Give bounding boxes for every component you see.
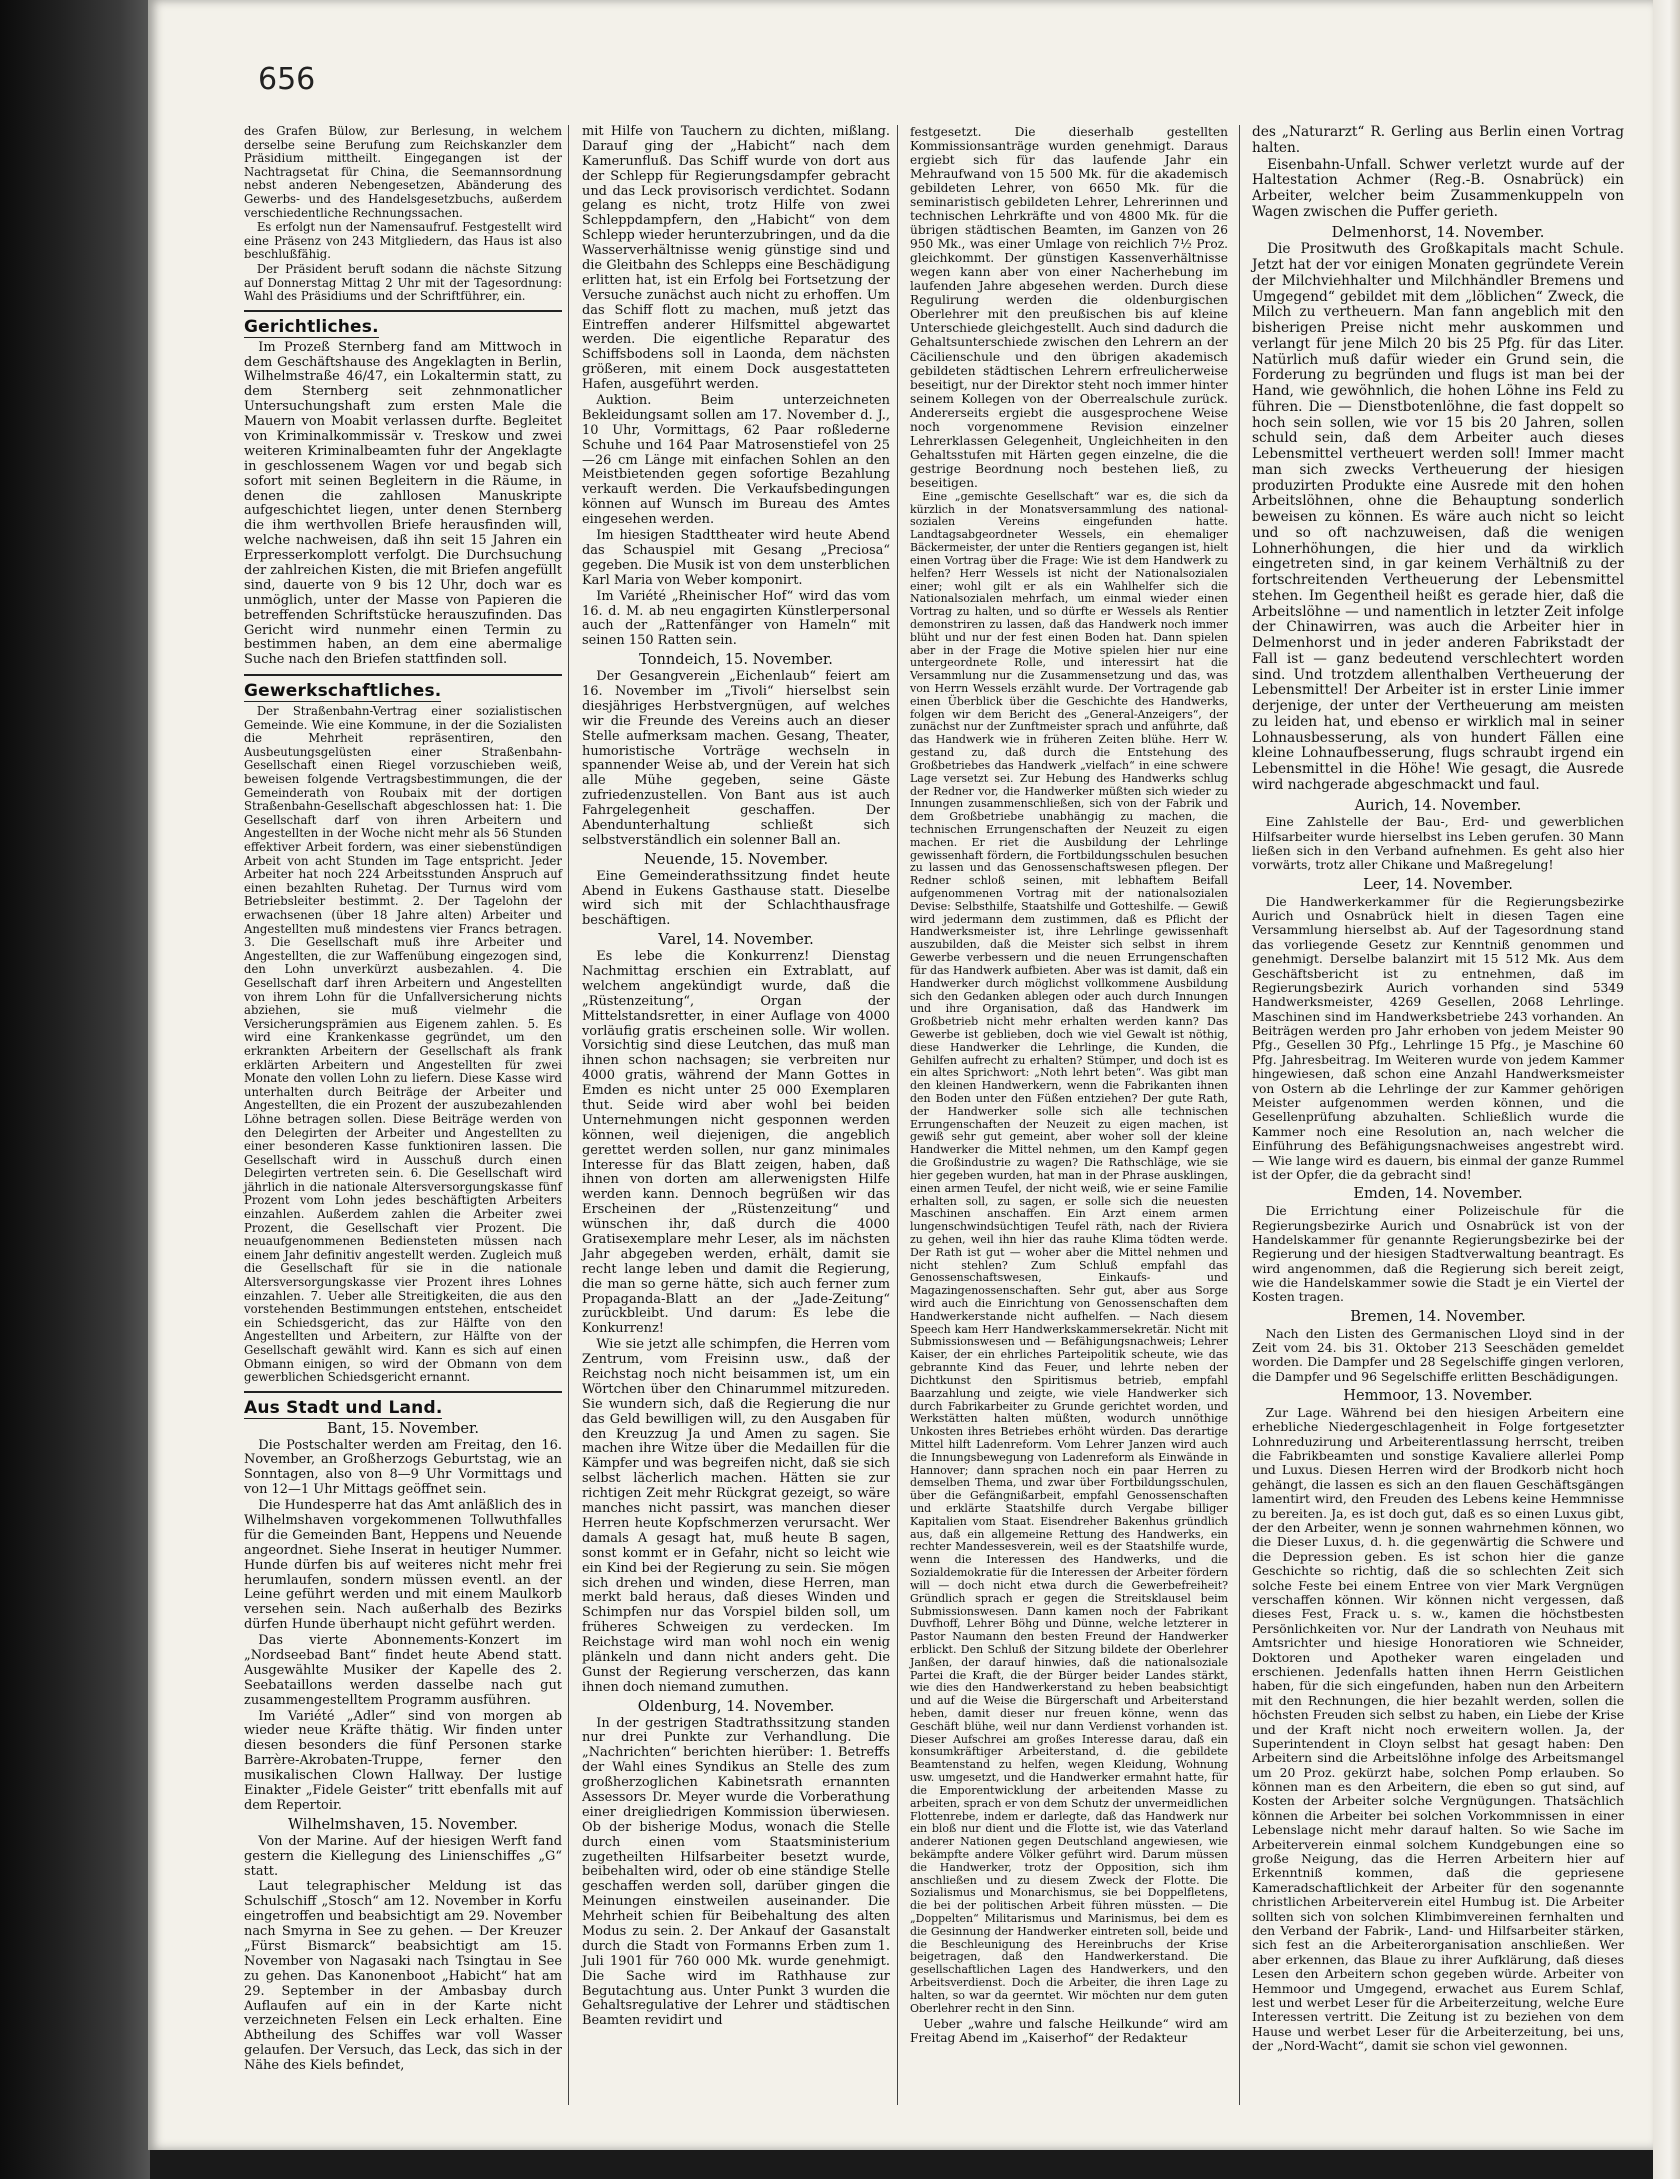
article-text: Ueber „wahre und falsche Heilkunde“ wird am Freitag Abend im „Kaiserhof“ der Redakteur	[910, 2016, 1228, 2045]
column-4	[1252, 125, 1624, 2055]
dateline: Oldenburg, 14. November.	[637, 1697, 835, 1715]
dateline: Bremen, 14. November.	[1350, 1307, 1526, 1325]
article-text: des „Naturarzt“ R. Gerling aus Berlin einen Vortrag halten.	[1252, 124, 1624, 156]
article-text: Das vierte Abonnements-Konzert im „Nordseebad Bant“ findet heute Abend statt. Ausgewählte Musiker der Kapelle des 2. Seebataillons werden dasselbe nach gut zusammengestelltem Programm ausführen.	[244, 1633, 562, 1708]
article-text: Die Postschalter werden am Freitag, den 16. November, an Großherzogs Geburtstag, wie an Sonntagen, also von 8—9 Uhr Vormittags und von 12—1 Uhr Mittags geöffnet sein.	[244, 1437, 562, 1498]
newspaper-page	[148, 0, 1653, 2150]
dateline: Delmenhorst, 14. November.	[1331, 223, 1545, 241]
article-text: Im hiesigen Stadttheater wird heute Abend das Schauspiel mit Gesang „Preciosa“ gegeben. Die Musik ist von dem unsterblichen Karl Maria von Weber komponirt.	[582, 528, 890, 588]
dateline: Emden, 14. November.	[1353, 1185, 1523, 1203]
column-divider	[897, 125, 898, 2105]
article-text: Eine „gemischte Gesellschaft“ war es, die sich da kürzlich in der Monatsversammlung des national-sozialen Vereins eingefunden hatte. Landtagsabgeordneter Wessels, ein ehemaliger Bäckermeister, der unter die Rentiers gegangen ist, hielt einen Vortrag über die Frage: Wie ist dem Handwerk zu helfen? Herr Wessels ist nicht der Nationalsozialen einer; wohl gilt er als ein Wahlhelfer sich die Nationalsozialen mehrfach, um einmal wieder einen Vortrag zu halten, und so dürfte er Wessels als Rentier demonstriren zu lassen, daß das Handwerk noch immer blüht und nur der fest einen Boden hat. Dann spielen aber in der Frage die Motive spielen hier nur eine untergeordnete Rolle, und interessirt hat die Versammlung nur die Zusammensetzung und das, was von Herrn Wessels erzählt wurde. Der Vortragende gab einen Überblick über die Geschichte des Handwerks, folgen wir dem Bericht des „General-Anzeigers“, der zunächst nur der Zunftmeister sprach und anführte, daß das Handwerk wie in früheren Zeiten blühe. Herr W. gestand zu, daß durch die Entstehung des Großbetriebes das Handwerk „vielfach“ in eine schwere Lage versetzt sei. Zur Hebung des Handwerks schlug der Redner vor, die Handwerker müßten sich wieder zu Innungen zusammenschließen, sich von der Fabrik und dem Großbetriebe unabhängig zu machen, die technischen Errungenschaften der Neuzeit zu eigen machen. Er riet die Ausbildung der Lehrlinge gewissenhaft fördern, die Fortbildungsschulen besuchen zu lassen und das Genossenschaftswesen pflegen. Der Redner schloß seinen, mit lebhaftem Beifall aufgenommenen Vortrag mit der nationalsozialen Devise: Selbsthilfe, Staatshilfe und Gotteshilfe. — Gewiß wird jedermann dem zustimmen, daß es Pflicht der Handwerksmeister ist, ihre Lehrlinge gewissenhaft auszubilden, daß die Meister sich selbst in ihrem Gewerbe verbessern und die neuen Errungenschaften für das Handwerk aufbieten. Aber was ist damit, daß ein Handwerker durch möglichst vollkommene Ausbildung sich den Gedanken ablegen oder auch durch Innungen und ihre Organisation, daß das Handwerk im Großbetrieb nicht mehr erhalten werden kann? Das Gewerbe ist geblieben, doch wie viel Gewalt ist nöthig, diese Handwerker die Lehrlinge, die Kunden, die Gehilfen aufrecht zu erhalten? Stümper, und doch ist es ein altes Sprichwort: „Noth lehrt beten“. Was gibt man den kleinen Handwerkern, wenn die Fabrikanten ihnen den Boden unter den Füßen entziehen? Der gute Rath, der Handwerker solle sich alle technischen Errungenschaften der Neuzeit zu eigen machen, ist gewiß sehr gut gemeint, aber woher soll der kleine Handwerker die Mittel nehmen, um den Kampf gegen die Großindustrie zu wagen? Die Rathschläge, wie sie hier gegeben wurden, hat man in der Phrase ausklingen, einen armen Teufel, der nicht weiß, wie er seine Familie erhalten soll, zu sagen, er solle sich die neuesten Maschinen anschaffen. Ein Arzt einem armen lungenschwindsüchtigen Teufel räth, nach der Riviera zu gehen, weil ihn hier das rauhe Klima tödten werde. Der Rath ist gut — woher aber die Mittel nehmen und nicht stehlen? Zum Schluß empfahl das Genossenschaftswesen, Einkaufs- und Magazingenossenschaften. Sehr gut, aber aus Sorge wird auch die Einrichtung von Genossenschaften dem Handwerkerstande nicht aufhelfen. — Nach diesem Speech kam Herr Handwerkskammersekretär. Nicht mit Submissionswesen und — Befähigungsnachweis; Lehrer Kaiser, der ein ehrliches Parteipolitik scheute, wie das gebrannte Kind das Feuer, und lehrte neben der Dichtkunst den Spiritismus betrieb, empfahl Baarzahlung und zeigte, wie viele Handwerker sich durch Fabrikarbeiter zu Grunde gerichtet worden, und Werkstätten halten müßten, wodurch unnöthige Unkosten ihres Betriebes erhöht würden. Das derartige Mittel hilft Ladenreform. Vom Lehrer Janzen wird auch die Innungsbewegung von Ladenreform als Einwände in Hannover; dann sprachen noch ein paar Herren zu demselben Thema, und zwar über Fortbildungsschulen, über die Gefängnißarbeit, empfahl Genossenschaften und erklärte Staatshilfe durch Vergabe billiger Kapitalien vom Staat. Eisendreher Bakenhus gründlich aus, daß ein allgemeine Rettung des Handwerks, ein rechter Mandessesverein, weil es der Staatshilfe wurde, wenn die Interessen des Handwerks, und die Sozialdemokratie für die Interessen der Arbeiter fördern will — doch nicht etwa durch die Gewerbefreiheit? Gründlich sprach er gegen die Streitsklausel beim Submissionswesen. Dann kamen noch der Fabrikant Duvfhoff, Lehrer Böhg und Dünne, welche letzterer in Pastor Naumann den besten Freund der Handwerker erblickt. Den Schluß der Sitzung bildete der Oberlehrer Janßen, der darauf hinwies, daß die nationalsoziale Partei die Kraft, die der Bürger beider Landes stärkt, wie dies den Handwerkerstand zu heben beabsichtigt und auf die Weise die Bürgerschaft und Arbeiterstand heben, damit dieser nur freuen könne, wenn das Geschäft blühe, weil nur dann Verdienst vorhanden ist. Dieser Aufschrei am großes Interesse darau, daß ein konsumkräftiger Arbeiterstand, d. die gebildete Beamtenstand zu helfen, wegen Kleidung, Wohnung usw. umgesetzt, und die Handwerker ermahnt hatte, für die Emporentwicklung der arbeitenden Masse zu arbeiten, sprach er von dem Schutz der unvermeidlichen Flottenrebe, indem er darlegte, daß das Handwerk nur ein bloß nur dient und die Flotte ist, wie das Vaterland anderer Nationen gegen Deutschland angewiesen, wie bekämpfte andere Völker geführt wird. Darum müssen die Handwerker, trotz der Opposition, sich ihm anschließen und zu diesem Zweck der Flotte. Die Sozialismus und Monarchismus, sie bei Doppelfletens, die bei der politischen Arbeit führen müssten. — Die „Doppelten“ Militarismus und Marinismus, bei dem es die Gesinnung der Handwerker eintreten soll, beide und die Beschleunigung des Hereinbruchs der Krise beigetragen, daß den Handwerkerstand. Die gesellschaftlichen Lagen des Handwerkers, und den Arbeitsverdienst. Doch die Arbeiter, die ihren Lage zu halten, so war da geerntet. Wir möchten nur dem guten Oberlehrer recht in den Sinn.	[910, 489, 1228, 2015]
article-text: Im Prozeß Sternberg fand am Mittwoch in dem Geschäftshause des Angeklagten in Berlin, Wilhelmstraße 46/47, ein Lokaltermin statt, zu dem Sternberg seit zehnmonatlicher Untersuchungshaft zum ersten Male die Mauern von Moabit verlassen durfte. Begleitet von Kriminalkommissär v. Treskow und zwei weiteren Kriminalbeamten fuhr der Angeklagte in geschlossenem Wagen vor und begab sich sofort mit seinen Begleitern in die Räume, in denen die zahllosen Manuskripte aufgeschichtet liegen, unter denen Sternberg die ihm werthvollen Briefe herausfinden will, welche nachweisen, daß ihn seit 15 Jahren ein Erpresserkomplott verfolgt. Die Durchsuchung der zahlreichen Kisten, die mit Briefen angefüllt sind, dauerte von 9 bis 12 Uhr, doch war es unmöglich, unter der Masse von Papieren die betreffenden Schriftstücke herauszufinden. Das Gericht wird nunmehr einen Termin zu bestimmen haben, an dem eine abermalige Suche nach den Briefen stattfinden soll.	[244, 339, 562, 668]
dateline: Varel, 14. November.	[658, 931, 814, 949]
article-text: In der gestrigen Stadtrathssitzung standen nur drei Punkte zur Verhandlung. Die „Nachrichten“ berichten hierüber: 1. Betreffs der Wahl eines Syndikus an Stelle des zum großherzoglichen Kabinetsrath ernannten Assessors Dr. Meyer wurde die Vorberathung einer dreigliedrigen Kommission überwiesen. Ob der bisherige Modus, wonach die Stelle durch einen vom Staatsministerium zugetheilten Hilfsarbeiter besetzt wurde, beibehalten wird, oder ob eine ständige Stelle geschaffen werden soll, darüber gingen die Meinungen einstweilen auseinander. Die Mehrheit schien für Beibehaltung des alten Modus zu sein. 2. Der Ankauf der Gasanstalt durch die Stadt von Formanns Erben zum 1. Juli 1901 für 760 000 Mk. wurde genehmigt. Die Sache wird im Rathhause zur Begutachtung aus. Unter Punkt 3 wurden die Gehaltsregulative der Lehrer und städtischen Beamten revidirt und	[582, 1715, 890, 2029]
article-text: Der Gesangverein „Eichenlaub“ feiert am 16. November im „Tivoli“ hierselbst sein diesjähriges Herbstvergnügen, auf welches wir die Freunde des Vereins auch an dieser Stelle aufmerksam machen. Gesang, Theater, humoristische Vorträge wechseln in spannender Weise ab, und der Verein hat sich alle Mühe gegeben, seine Gäste zufriedenzustellen. Von Bant aus ist auch Fahrgelegenheit geschaffen. Der Abendunterhaltung schließt sich selbstverständlich ein solenner Ball an.	[582, 669, 890, 848]
article-text: Der Straßenbahn-Vertrag einer sozialistischen Gemeinde. Wie eine Kommune, in der die Sozialisten die Mehrheit repräsentiren, den Ausbeutungsgelüsten einer Straßenbahn-Gesellschaft einen Riegel vorzuschieben weiß, beweisen folgende Vertragsbestimmungen, die der Gemeinderath von Roubaix mit der dortigen Straßenbahn-Gesellschaft abgeschlossen hat: 1. Die Gesellschaft darf von ihren Arbeitern und Angestellten in der Woche nicht mehr als 56 Stunden effektiver Arbeit fordern, was einer siebenstündigen Arbeit von acht Stunden im Tage entspricht. Jeder Arbeiter hat noch 224 Arbeitsstunden Anspruch auf einen bezahlten Ruhetag. Der Turnus wird vom Betriebsleiter bestimmt. 2. Der Tagelohn der erwachsenen (über 18 Jahre alten) Arbeiter und Angestellten muß mindestens vier Francs betragen. 3. Die Gesellschaft muß ihre Arbeiter und Angestellten, die zur Waffenübung eingezogen sind, den Lohn unverkürzt ausbezahlen. 4. Die Gesellschaft darf ihren Arbeitern und Angestellten von ihrem Lohn für die Unfallversicherung nichts abziehen, sie muß vielmehr die Versicherungsprämien aus Eigenem zahlen. 5. Es wird eine Krankenkasse gegründet, um den erkrankten Arbeitern der Gesellschaft als frank erklärten Arbeitern und Angestellten für zwei Monate den vollen Lohn zu liefern. Diese Kasse wird unterhalten durch Beiträge der Arbeiter und Angestellten, die ein Prozent der auszubezahlenden Löhne betragen sollen. Diese Beiträge werden von den Delegirten der Arbeiter und Angestellten zu einer besonderen Kasse funktioniren lassen. Die Gesellschaft wird in Ausschuß durch einen Delegirten vertreten sein. 6. Die Gesellschaft wird jährlich in die nationale Altersversorgungskasse fünf Prozent vom Lohn jedes beschäftigten Arbeiters einzahlen. Außerdem zahlen die Arbeiter zwei Prozent, die Gesellschaft vier Prozent. Die neuaufgenommenen Bediensteten müssen nach einem Jahr definitiv angestellt werden. Zugleich muß die Gesellschaft für sie in die nationale Altersversorgungskasse vier Prozent ihres Lohnes einzahlen. 7. Ueber alle Streitigkeiten, die aus den vorstehenden Bestimmungen entstehen, entscheidet ein Schiedsgericht, das zur Hälfte von den Angestellten und Arbeitern, zur Hälfte von der Gesellschaft gewählt wird. Kann es sich auf einen Obmann einigen, so wird der Obmann von dem gewerblichen Schiedsgericht ernannt.	[244, 704, 562, 1385]
column-3	[910, 125, 1228, 2046]
article-text: Die Hundesperre hat das Amt anläßlich des in Wilhelmshaven vorgekommenen Tollwuthfalles für die Gemeinden Bant, Heppens und Neuende angeordnet. Siehe Inserat in heutiger Nummer. Hunde dürfen bis auf weiteres nicht mehr frei herumlaufen, sondern müssen eventl. an der Leine geführt werden und mit einem Maulkorb versehen sein. Nach außerhalb des Bezirks dürfen Hunde überhaupt nicht geführt werden.	[244, 1498, 562, 1633]
article-text: festgesetzt. Die dieserhalb gestellten Kommissionsanträge wurden genehmigt. Daraus ergiebt sich für das laufende Jahr ein Mehraufwand von 15 500 Mk. für die akademisch gebildeten Lehrer, von 6650 Mk. für die seminaristisch gebildeten Lehrer, Lehrerinnen und technischen Lehrkräfte und von 4800 Mk. für die übrigen städtischen Beamten, im Ganzen von 26 950 Mk., was einer Umlage von reichlich 7½ Proz. gleichkommt. Der günstigen Kassenverhältnisse wegen kann aber von einer Nacherhebung im laufenden Jahre abgesehen werden. Durch diese Regulirung werden die oldenburgischen Oberlehrer mit den preußischen bis auf kleine Unterschiede gleichgestellt. Auch sind dadurch die Gehaltsunterschiede zwischen den Lehrern an der Cäcilienschule und den übrigen akademisch gebildeten städtischen Lehrern erfreulicherweise beseitigt, nur der Direktor steht noch immer hinter seinem Kollegen von der Oberrealschule zurück. Andererseits ergiebt die ausgesprochene Weise noch vorgenommene Revision einzelner Lehrerklassen Gelegenheit, Ungleichheiten in den Gehaltsstufen mit Härten gegen einzelne, die die gestrige Beordnung noch bestehen ließ, zu beseitigen.	[910, 125, 1228, 490]
section-heading: Gerichtliches.	[244, 310, 562, 335]
book-binding	[0, 0, 150, 2179]
dateline: Aurich, 14. November.	[1354, 796, 1522, 814]
article-text: Laut telegraphischer Meldung ist das Schulschiff „Stosch“ am 12. November in Korfu eingetroffen und beabsichtigt am 29. November nach Smyrna in See zu gehen. — Der Kreuzer „Fürst Bismarck“ beabsichtigt am 15. November von Nagasaki nach Tsingtau in See zu gehen. Das Kanonenboot „Habicht“ hat am 29. September in der Ambasbay durch Auflaufen auf ein in der Karte nicht verzeichneten Felsen ein Leck erhalten. Eine Abtheilung des Schiffes war voll Wasser gelaufen. Der Versuch, das Leck, das sich in der Nähe des Kiels befindet,	[244, 1879, 562, 2074]
column-divider	[568, 125, 569, 2105]
article-text: Es lebe die Konkurrenz! Dienstag Nachmittag erschien ein Extrablatt, auf welchem angekündigt wurde, daß die „Rüstenzeitung“, Organ der Mittelstandsretter, in einer Auflage von 4000 vorläufig gratis erscheinen solle. Wir wollen. Vorsichtig sind diese Leutchen, das muß man ihnen schon nachsagen; sie verbreiten nur 4000 gratis, während der Mann Gottes in Emden es nicht unter 25 000 Exemplaren thut. Seide wird aber wohl bei beiden Unternehmungen nicht gesponnen werden können, weil diejenigen, die angeblich gerettet werden sollen, nur ganz minimales Interesse für das Blatt zeigen, haben, daß ihnen von dorten am allerwenigsten Hilfe werden kann. Dennoch begrüßen wir das Erscheinen der „Rüstenzeitung“ und wünschen ihr, daß durch die 4000 Gratisexemplare mehr Leser, als im nächsten Jahr abgegeben werden, erhält, damit sie recht lange leben und damit die Regierung, die man so gerne hätte, sich auch ferner zum Propaganda-Blatt an der „Jade-Zeitung“ zurückbleibt. Und darum: Es lebe die Konkurrenz!	[582, 949, 890, 1337]
article-text: Die Handwerkerkammer für die Regierungsbezirke Aurich und Osnabrück hielt in diesen Tagen eine Versammlung hierselbst ab. Auf der Tagesordnung stand das vorliegende Gesetz zur Kenntniß genommen und genehmigt. Derselbe balanzirt mit 15 512 Mk. Aus dem Geschäftsbericht ist zu entnehmen, daß im Regierungsbezirk Aurich vorhanden sind 5349 Handwerksmeister, 4269 Gesellen, 2068 Lehrlinge. Maschinen sind im Handwerksbetriebe 243 vorhanden. An Beiträgen werden pro Jahr erhoben von jedem Meister 90 Pfg., Gesellen 30 Pfg., Lehrlinge 15 Pfg., je Maschine 60 Pfg. Jahresbeitrag. Im Weiteren wurde von jedem Kammer hingewiesen, daß schon eine Anzahl Handwerksmeister von Ostern ab die Lehrlinge der zur Kammer gehörigen Meister aufgenommen werden können, und die Gesellenprüfung abzuhalten. Schließlich wurde die Kammer noch eine Resolution an, nach welcher die Einführung des Befähigungsnachweises angestrebt wird. — Wie lange wird es dauern, bis einmal der ganze Rummel ist der Opfer, die da gebracht sind!	[1252, 894, 1624, 1182]
section-heading: Aus Stadt und Land.	[244, 1391, 562, 1416]
dateline: Bant, 15. November.	[326, 1419, 480, 1437]
dateline: Hemmoor, 13. November.	[1343, 1387, 1533, 1405]
dateline: Neuende, 15. November.	[643, 850, 829, 868]
article-text: Im Variété „Rheinischer Hof“ wird das vom 16. d. M. ab neu engagirten Künstlerpersonal auch der „Rattenfänger von Hameln“ mit seinen 150 Ratten sein.	[582, 588, 890, 649]
dateline: Leer, 14. November.	[1363, 875, 1513, 893]
article-text: Nach den Listen des Germanischen Lloyd sind in der Zeit vom 24. bis 31. Oktober 213 Seeschäden gemeldet worden. Die Dampfer und 28 Segelschiffe gingen verloren, die Dampfer und 96 Segelschiffe erlitten Beschädigungen.	[1252, 1326, 1624, 1384]
column-1	[244, 125, 562, 2075]
article-text: Wie sie jetzt alle schimpfen, die Herren vom Zentrum, vom Freisinn usw., daß der Reichstag noch nicht beisammen ist, um ein Wörtchen über den Chinarummel mitzureden. Sie wundern sich, daß die Regierung die nur das Geld bewilligen will, zu den Ausgaben für den Kreuzzug Ja und Amen zu sagen. Sie machen ihre Witze über die Medaillen für die Kämpfer und was begreifen nicht, daß sie sich selbst lächerlich machen. Hätten sie zur richtigen Zeit mehr Rückgrat gezeigt, so wäre manches nicht passirt, was manchen dieser Herren heute Kopfschmerzen verursacht. Wer damals A gesagt hat, muß heute B sagen, sonst kommt er in Gefahr, nicht so leicht wie ein Kind bei der Regierung zu sein. Sie mögen sich drehen und winden, diese Herren, man merkt bald heraus, daß dieses Winden und Schimpfen nur das Vorspiel bilden soll, um früheres Schweigen zu verdecken. Im Reichstage wird man wohl noch ein wenig plänkeln und dann nicht anders geht. Die Gunst der Regierung verscherzen, das kann ihnen doch niemand zumuthen.	[582, 1337, 890, 1695]
article-text: Es erfolgt nun der Namensaufruf. Festgestellt wird eine Präsenz von 243 Mitgliedern, das Haus ist also beschlußfähig.	[244, 220, 562, 262]
article-text: Der Präsident beruft sodann die nächste Sitzung auf Donnerstag Mittag 2 Uhr mit der Tagesordnung: Wahl des Präsidiums und der Schriftführer, ein.	[244, 261, 562, 304]
article-text: Auktion. Beim unterzeichneten Bekleidungsamt sollen am 17. November d. J., 10 Uhr, Vormittags, 62 Paar roßlederne Schuhe und 164 Paar Matrosenstiefel von 25—26 cm Länge mit einfachen Sohlen an den Meistbietenden gegen sofortige Bezahlung verkauft werden. Die Verkaufsbedingungen können auf Wunsch im Bureau des Amtes eingesehen werden.	[582, 393, 890, 528]
article-text: Eisenbahn-Unfall. Schwer verletzt wurde auf der Haltestation Achmer (Reg.-B. Osnabrück) ein Arbeiter, welcher beim Zusammenkuppeln von Wagen zwischen die Puffer gerieth.	[1252, 156, 1624, 220]
article-text: Eine Gemeinderathssitzung findet heute Abend in Eukens Gasthause statt. Dieselbe wird sich mit der Schlachthausfrage beschäftigen.	[582, 868, 890, 929]
dateline: Wilhelmshaven, 15. November.	[288, 1815, 518, 1833]
column-2	[582, 125, 890, 2030]
article-text: des Grafen Bülow, zur Berlesung, in welchem derselbe seine Berufung zum Reichskanzler dem Präsidium mittheilt. Eingegangen ist der Nachtragsetat für China, die Seemannsordnung nebst anderen Nebengesetzen, Abänderung des Gewerbs- und des Handelsgesetzbuchs, außerdem verschiedentliche Rechnungssachen.	[244, 124, 562, 220]
column-divider	[1239, 125, 1240, 2105]
dateline: Tonndeich, 15. November.	[639, 651, 833, 669]
article-text: Im Variété „Adler“ sind von morgen ab wieder neue Kräfte thätig. Wir finden unter diesen besonders die fünf Personen starke Barrère-Akrobaten-Truppe, ferner den musikalischen Clown Hallway. Der lustige Einakter „Fidele Geister“ tritt ebenfalls mit auf dem Repertoir.	[244, 1708, 562, 1813]
page-number: 656	[258, 62, 316, 97]
article-text: Die Errichtung einer Polizeischule für die Regierungsbezirke Aurich und Osnabrück ist von der Handelskammer für genannte Regierungsbezirke bei der Regierung und der hiesigen Stadtverwaltung beantragt. Es wird angenommen, daß die Regierung sich bereit zeigt, wie die Handelskammer sowie die Stadt je ein Viertel der Kosten tragen.	[1252, 1204, 1624, 1305]
page-edge	[1653, 0, 1680, 2179]
article-text: mit Hilfe von Tauchern zu dichten, mißlang. Darauf ging der „Habicht“ nach dem Kamerunfluß. Das Schiff wurde von dort aus der Schlepp für Regierungsdampfer gebracht und das Leck provisorisch verdichtet. Sodann gelang es nicht, trotz Hilfe von zwei Schleppdampfern, den „Habicht“ von dem Schlepp wieder herunterzubringen, und da die Wasserverhältnisse wenig günstige sind und die Gleitbahn des Schlepps eine Beschädigung erlitten hat, ist ein Erfolg bei Fortsetzung der Versuche zunächst auch nicht zu erhoffen. Um das Schiff flott zu machen, muß jetzt das Eintreffen anderer Hilfsmittel abgewartet werden. Die eigentliche Reparatur des Schiffsbodens soll in Laonda, dem nächsten größeren, mit einem Dock ausgestatteten Hafen, ausgeführt werden.	[582, 124, 890, 393]
section-heading: Gewerkschaftliches.	[244, 674, 562, 699]
article-text: Eine Zahlstelle der Bau-, Erd- und gewerblichen Hilfsarbeiter wurde hierselbst ins Leben gerufen. 30 Mann ließen sich in den Verband aufnehmen. Es geht also hier vorwärts, trotz aller Chikane und Maßregelung!	[1252, 815, 1624, 873]
article-text: Zur Lage. Während bei den hiesigen Arbeitern eine erhebliche Niedergeschlagenheit in Folge fortgesetzter Lohnreduzirung und Arbeiterentlassung herrscht, treiben die Fabrikbeamten und sonstige Kavaliere allerlei Pomp und Luxus. Diesen Herren wird der Brodkorb nicht hoch gehängt, die lassen es sich an den flauen Geschäftsgängen lamentirt wird, den Freuden des Lebens keine Hemmnisse zu bereiten. Ja, es ist doch gut, daß es so einen Luxus gibt, der den Arbeiter, wenn je sonnen wahrnehmen können, wo die Dieser Luxus, d. h. die gegenwärtig die Schwere und die Depression geben. Es ist schon hier die ganze Geschichte so richtig, daß die so schlechten Zeit sich solche Feste bei einem Entree von vier Mark Vergnügen verschaffen können. Wir können nicht vergessen, daß dieses Fest, Frack u. s. w., kamen die höchstbesten Persönlichkeiten vor. Nur der Landrath von Neuhaus mit Amtsrichter und hiesige Honoratioren wie Schneider, Doktoren und Apotheker waren eingeladen und erschienen. Jedenfalls hatten ihnen Herrn Geistlichen haben, für die sich eingefunden, haben nun den Arbeitern mit den Rechnungen, die hier bezahlt werden, sollen die höchsten Freuden sich selbst zu haben, ein Liebe der Krise und der Kraft nicht noch erweitern wollen. Ja, der Superintendent in Cloyn selbst hat gesagt haben: Den Arbeitern sind die Arbeitslöhne infolge des Arbeitsmangel um 20 Proz. gekürzt habe, solchen Pomp erlauben. So können man es den Arbeitern, die eben so gut sind, auf Kosten der Arbeiter solche Vergnügungen. Thatsächlich können die Arbeiter bei solchen Vorkommnissen in einer Lebenslage nicht mehr darauf halten. So wie Sache im Arbeiterverein einmal solchem Kundgebungen eine so große Neigung, das die Herren Arbeitern hier auf Erkenntniß kommen, daß die gepriesene Kameradschaftlichkeit der Arbeiter für den sogenannte christlichen Arbeiterverein eitel Humbug ist. Die Arbeiter sollten sich von solchen Klimbimvereinen fernhalten und den Verband der Fabrik-, Land- und Hilfsarbeiter stärken, sich fest an die Arbeiterorganisation anschließen. Wer aber erkennen, das Blaue zu ihrer Aufklärung, daß dieses Lesen den Arbeitern schon gegeben würde. Arbeiter von Hemmoor und Umgegend, erwachet aus Eurem Schlaf, lest und werbet Leser für die Arbeiterzeitung, welche Eure Interessen vertritt. Die Zeitung ist zu beziehen von dem Hause und werbet Leser für die Arbeiterzeitung, bei uns, der „Nord-Wacht“, damit sie schon viel gewonnen.	[1252, 1405, 1624, 2054]
article-text: Die Prositwuth des Großkapitals macht Schule. Jetzt hat der vor einigen Monaten gegründete Verein der Milchviehhalter und Milchhändler Bremens und Umgegend“ gebildet mit dem „löblichen“ Zweck, die Milch zu vertheuern. Man fann angeblich mit den bisherigen Preise nicht mehr auskommen und verlangt für jene Milch 20 bis 25 Pfg. für das Liter. Natürlich muß dafür wieder ein Grund sein, die Forderung zu begründen und flugs ist man bei der Hand, wie gewöhnlich, die hohen Löhne ins Feld zu führen. Die — Dienstbotenlöhne, die fast doppelt so hoch sein sollen, wie vor 15 bis 20 Jahren, sollen schuld sein, daß dem Arbeiter auch dieses Lebensmittel vertheuert werden soll! Immer macht man sich zwecks Vertheuerung der hiesigen produzirten Produkte eine Ausrede mit den hohen Arbeitslöhnen, ohne die Behauptung sonderlich beweisen zu können. Es wäre auch nicht so leicht und so oft nachzuweisen, daß die wenigen Lohnerhöhungen, die hier und da wirklich eingetreten sind, in gar keinem Verhältniß zu der fortschreitenden Vertheuerung der Lebensmittel stehen. Im Gegentheil heißt es gerade hier, daß die Arbeitslöhne — und namentlich in letzter Zeit infolge der Chinawirren, was auch die Arbeiter hier in Delmenhorst und in jeder anderen Fabrikstadt der Fall ist — ganz bedeutend verschlechtert worden sind. Und trotzdem allenthalben Vertheuerung der Lebensmittel! Der Arbeiter ist in erster Linie immer derjenige, der unter der Vertheuerung am meisten zu leiden hat, und ebenso er wirklich mal in seiner Lohnausbesserung, als von hundert Fällen eine kleine Lohnaufbesserung, flugs schraubt irgend ein Lebensmittel in die Höhe! Wie gesagt, die Ausrede wird nachgerade abgeschmackt und faul.	[1252, 241, 1624, 793]
article-text: Von der Marine. Auf der hiesigen Werft fand gestern die Kiellegung des Linienschiffes „G“ statt.	[244, 1833, 562, 1879]
